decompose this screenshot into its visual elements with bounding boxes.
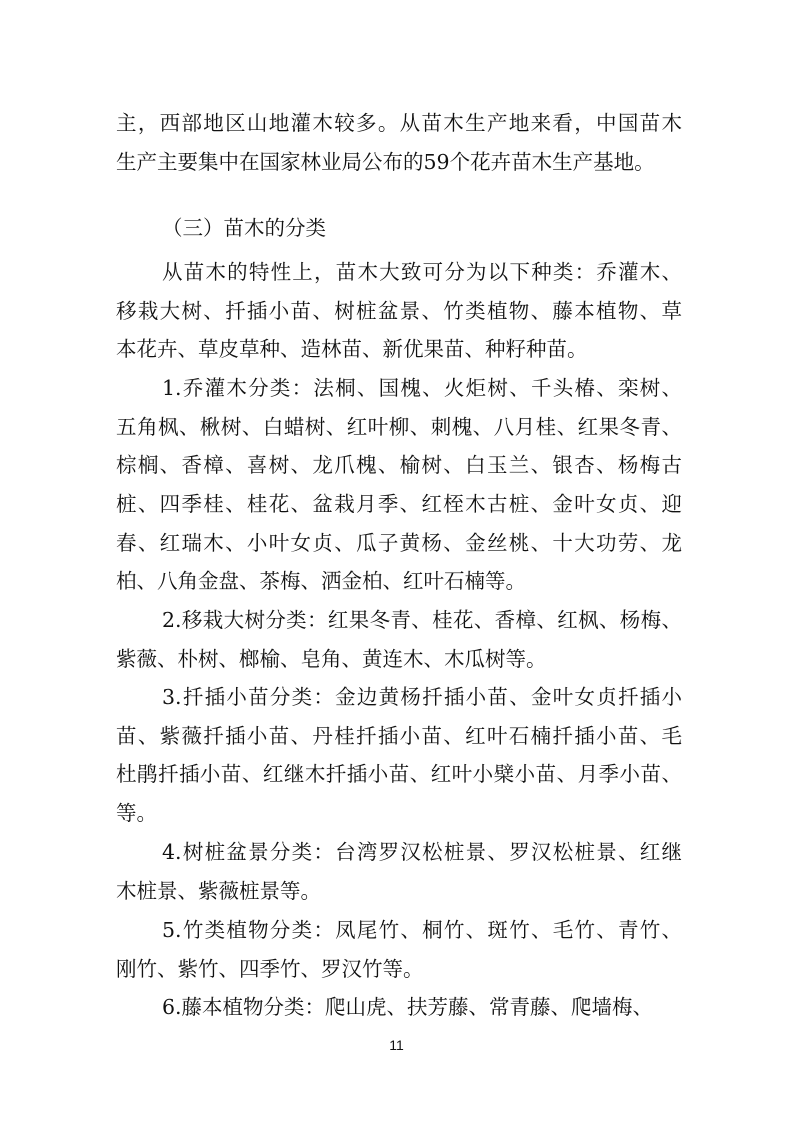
text-line: 春、红瑞木、小叶女贞、瓜子黄杨、金丝桃、十大功劳、龙 [116, 530, 682, 555]
text-line: 等。 [116, 801, 157, 826]
text-line: 桩、四季桂、桂花、盆栽月季、红桎木古桩、金叶女贞、迎 [116, 492, 682, 517]
text-line: 紫薇、朴树、榔榆、皂角、黄连木、木瓜树等。 [116, 646, 547, 671]
text-line: 木桩景、紫薇桩景等。 [116, 878, 321, 903]
text-line: 6.藤本植物分类：爬山虎、扶芳藤、常青藤、爬墙梅、 [162, 995, 654, 1019]
text-line: 生产主要集中在国家林业局公布的59个花卉苗木生产基地。 [116, 149, 655, 174]
text-line: 主，西部地区山地灌木较多。从苗木生产地来看，中国苗木 [116, 111, 682, 135]
text-line: 2.移栽大树分类：红果冬青、桂花、香樟、红枫、杨梅、 [162, 608, 682, 632]
text-line: 1.乔灌木分类：法桐、国槐、火炬树、千头椿、栾树、 [162, 376, 682, 400]
text-line: 5.竹类植物分类：凤尾竹、桐竹、斑竹、毛竹、青竹、 [162, 918, 682, 942]
page-number: 11 [389, 1037, 404, 1053]
category-paragraph-2 [116, 601, 682, 678]
category-paragraph-5 [116, 911, 682, 988]
category-paragraph-6 [116, 988, 682, 1027]
text-line: 本花卉、草皮草种、造林苗、新优果苗、种籽种苗。 [116, 337, 588, 362]
text-line: 五角枫、楸树、白蜡树、红叶柳、刺槐、八月桂、红果冬青、 [116, 414, 682, 439]
text-line: 杜鹃扦插小苗、红继木扦插小苗、红叶小檗小苗、月季小苗、 [116, 762, 682, 787]
text-line: 刚竹、紫竹、四季竹、罗汉竹等。 [116, 956, 424, 981]
text-line: 4.树桩盆景分类：台湾罗汉松桩景、罗汉松桩景、红继 [162, 840, 682, 864]
top-paragraph [116, 104, 682, 181]
text-line: 柏、八角金盘、茶梅、洒金柏、红叶石楠等。 [116, 569, 526, 594]
category-paragraph-4 [116, 833, 682, 910]
section-heading: （三）苗木的分类 [162, 216, 326, 240]
text-line: 苗、紫薇扦插小苗、丹桂扦插小苗、红叶石楠扦插小苗、毛 [116, 723, 682, 748]
text-line: 从苗木的特性上，苗木大致可分为以下种类：乔灌木、 [162, 260, 682, 284]
text-line: 3.扦插小苗分类：金边黄杨扦插小苗、金叶女贞扦插小 [162, 685, 682, 709]
text-line: 移栽大树、扦插小苗、树桩盆景、竹类植物、藤本植物、草 [116, 298, 682, 323]
category-paragraph-1 [116, 369, 682, 601]
category-paragraph-3 [116, 678, 682, 833]
intro-paragraph [116, 253, 682, 369]
text-line: 棕榈、香樟、喜树、龙爪槐、榆树、白玉兰、银杏、杨梅古 [116, 453, 682, 478]
